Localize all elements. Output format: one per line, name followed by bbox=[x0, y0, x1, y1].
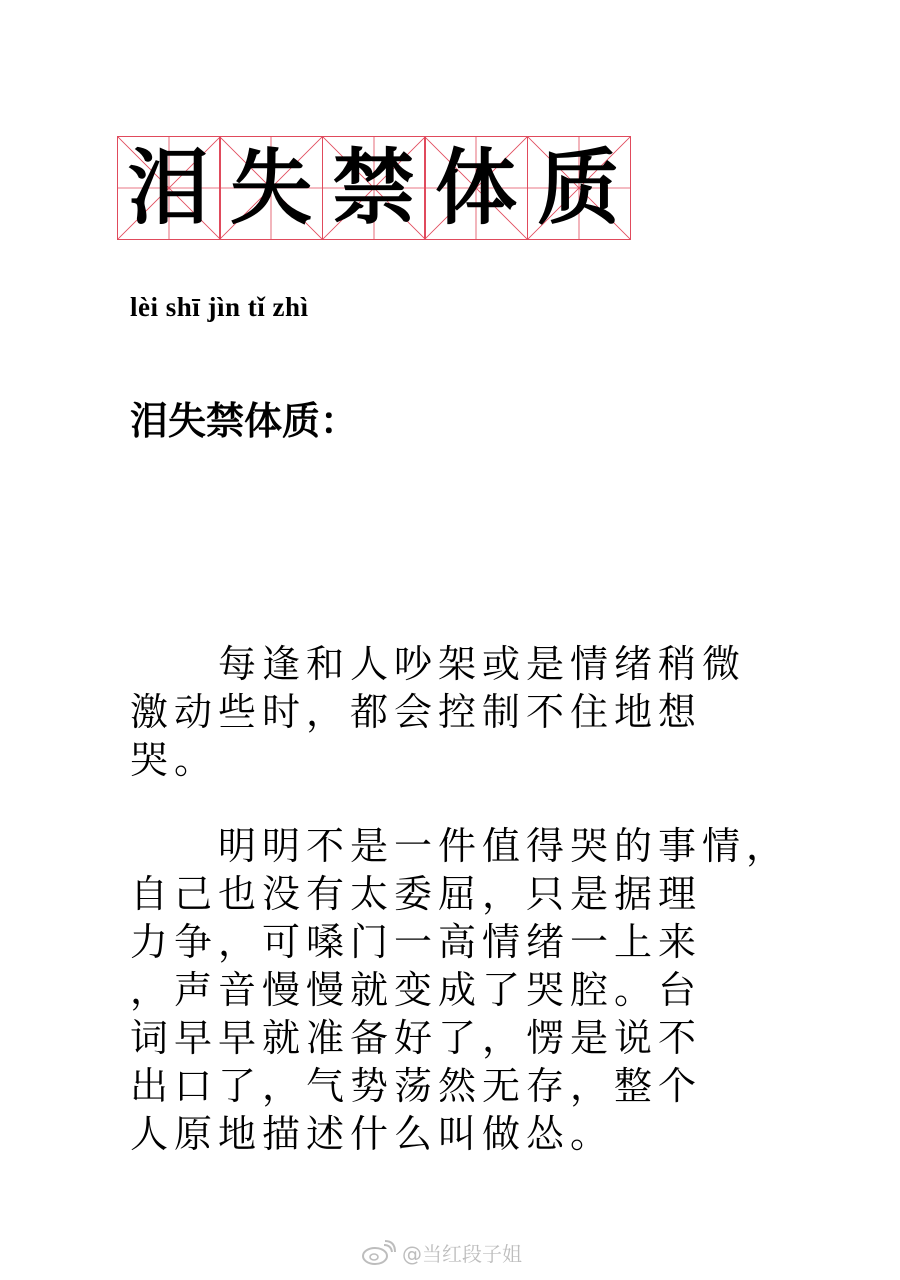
paragraph-line: 出口了，气势荡然无存，整个 bbox=[130, 1064, 703, 1108]
weibo-watermark bbox=[360, 1238, 522, 1267]
paragraph-1 bbox=[130, 640, 810, 784]
title-cell bbox=[117, 136, 221, 240]
title-cell bbox=[527, 136, 631, 240]
paragraph-2 bbox=[130, 822, 810, 1158]
title-tianzige-grid bbox=[118, 136, 631, 240]
weibo-logo-icon bbox=[360, 1239, 396, 1267]
pinyin-line: lèi shī jìn tǐ zhì bbox=[130, 292, 309, 322]
title-char: 质 bbox=[537, 140, 620, 236]
paragraph-line: 哭。 bbox=[130, 738, 219, 782]
paragraph-line: ，声音慢慢就变成了哭腔。台 bbox=[130, 968, 703, 1012]
title-cell bbox=[322, 136, 426, 240]
title-cell bbox=[424, 136, 528, 240]
paragraph-line: 自己也没有太委屈，只是据理 bbox=[130, 872, 703, 916]
paragraph-line: 人原地描述什么叫做怂。 bbox=[130, 1112, 615, 1156]
title-cell bbox=[219, 136, 323, 240]
title-char: 泪 bbox=[127, 140, 210, 236]
watermark-text: @当红段子姐 bbox=[402, 1242, 522, 1266]
title-char: 失 bbox=[229, 140, 312, 236]
paragraph-line: 激动些时，都会控制不住地想 bbox=[130, 690, 703, 734]
title-char: 禁 bbox=[332, 140, 415, 236]
paragraph-line: 明明不是一件值得哭的事情， bbox=[130, 824, 791, 868]
section-heading: 泪失禁体质： bbox=[130, 399, 359, 443]
paragraph-line: 词早早就准备好了，愣是说不 bbox=[130, 1016, 703, 1060]
title-char: 体 bbox=[434, 140, 517, 236]
paragraph-line: 力争，可嗓门一高情绪一上来 bbox=[130, 920, 703, 964]
paragraph-line: 每逢和人吵架或是情绪稍微 bbox=[130, 642, 747, 686]
